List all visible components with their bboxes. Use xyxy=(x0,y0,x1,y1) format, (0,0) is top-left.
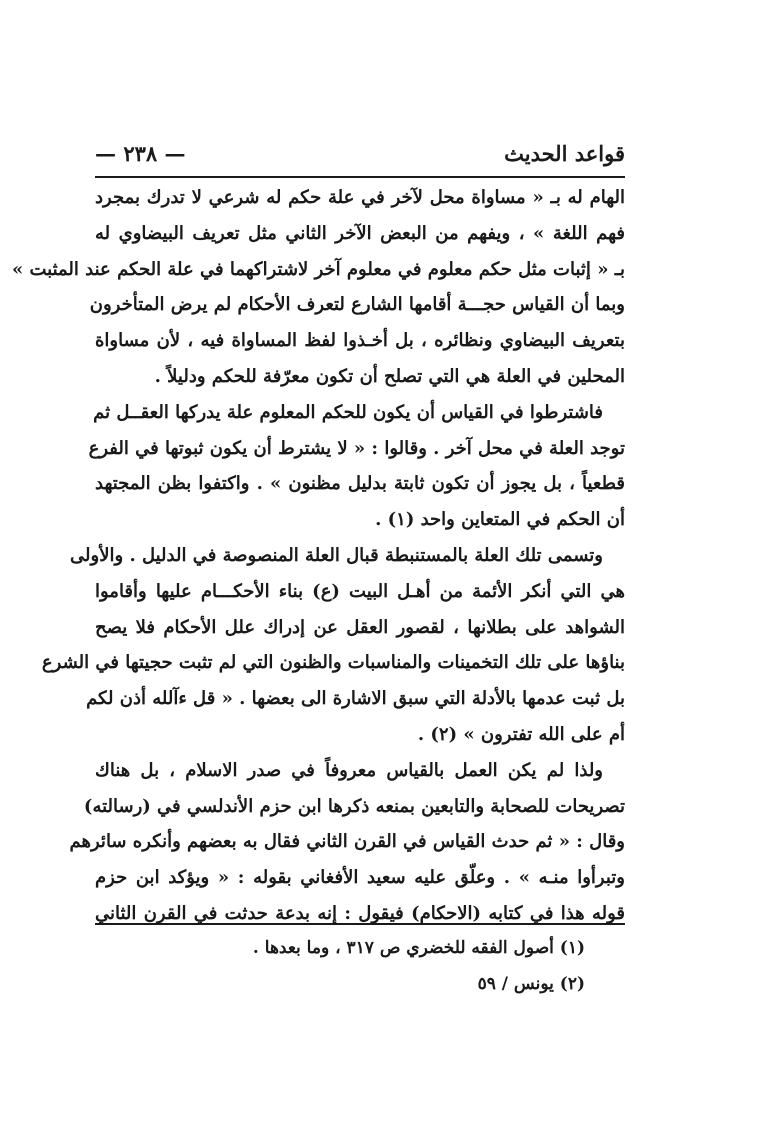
text-line: فاشترطوا في القياس أن يكون للحكم المعلوم علة يدركها العقــل ثم xyxy=(93,401,603,423)
text-line: وتسمى تلك العلة بالمستنبطة قبال العلة المنصوصة في الدليل . والأولى xyxy=(70,544,603,566)
footnotes xyxy=(95,930,625,1002)
text-line: هي التي أنكر الأئمة من أهـل البيت (ع) بناء الأحكـــام عليها وأقاموا xyxy=(95,580,625,602)
text-line: فهم اللغة » ، ويفهم من البعض الآخر الثاني مثل تعريف البيضاوي له xyxy=(95,222,625,244)
page-number: — ٢٣٨ — xyxy=(95,140,186,166)
text-line: قوله هذا في كتابه (الاحكام) فيقول : إنه بدعة حدثت في القرن الثاني xyxy=(95,902,625,924)
text-line: تصريحات للصحابة والتابعين بمنعه ذكرها ابن حزم الأندلسي في (رسالته) xyxy=(83,795,625,817)
footnote-divider xyxy=(95,923,625,925)
text-line: بتعريف البيضاوي ونظائره ، بل أخـذوا لفظ المساواة فيه ، لأن مساواة xyxy=(95,330,625,352)
running-header xyxy=(95,136,625,170)
text-line: الهام له بـ « مساواة محل لآخر في علة حكم له شرعي لا تدرك بمجرد xyxy=(95,187,625,208)
text-line: ولذا لم يكن العمل بالقياس معروفاً في صدر الاسلام ، بل هناك xyxy=(95,759,603,781)
text-line: توجد العلة في محل آخر . وقالوا : « لا يشترط أن يكون ثبوتها في الفرع xyxy=(88,437,625,459)
footnote: (١) أصول الفقه للخضري ص ٣١٧ ، وما بعدها . xyxy=(252,938,585,958)
text-line: بناؤها على تلك التخمينات والمناسبات والظنون التي لم تثبت حجيتها في الشرع xyxy=(41,652,625,674)
body-text xyxy=(11,180,625,932)
text-line: قطعياً ، بل يجوز أن تكون ثابتة بدليل مظنون » . واكتفوا بظن المجتهد xyxy=(95,473,625,495)
book-title: قواعد الحديث xyxy=(504,140,625,166)
text-line: أم على الله تفترون » (٢) . xyxy=(417,723,625,745)
text-line: وتبرأوا منـه » . وعلّق عليه سعيد الأفغاني بقوله : « ويؤكد ابن حزم xyxy=(95,867,625,889)
text-line: المحلين في العلة هي التي تصلح أن تكون معرّفة للحكم ودليلاً . xyxy=(154,365,625,387)
text-line: الشواهد على بطلانها ، لقصور العقل عن إدراك علل الأحكام فلا يصح xyxy=(95,616,625,638)
text-line: بل ثبت عدمها بالأدلة التي سبق الاشارة الى بعضها . « قل ءآلله أذن لكم xyxy=(86,688,625,710)
text-line: وقال : « ثم حدث القياس في القرن الثاني فقال به بعضهم وأنكره سائرهم xyxy=(69,831,625,853)
text-line: أن الحكم في المتعاين واحد (١) . xyxy=(375,509,625,531)
text-line: بـ « إثبات مثل حكم معلوم في معلوم آخر لاشتراكهما في علة الحكم عند المثبت » xyxy=(11,258,625,280)
text-line: وبما أن القياس حجـــة أقامها الشارع لتعرف الأحكام لم يرض المتأخرون xyxy=(89,294,625,316)
footnote: (٢) يونس / ٥٩ xyxy=(477,974,585,994)
header-divider xyxy=(95,176,625,178)
